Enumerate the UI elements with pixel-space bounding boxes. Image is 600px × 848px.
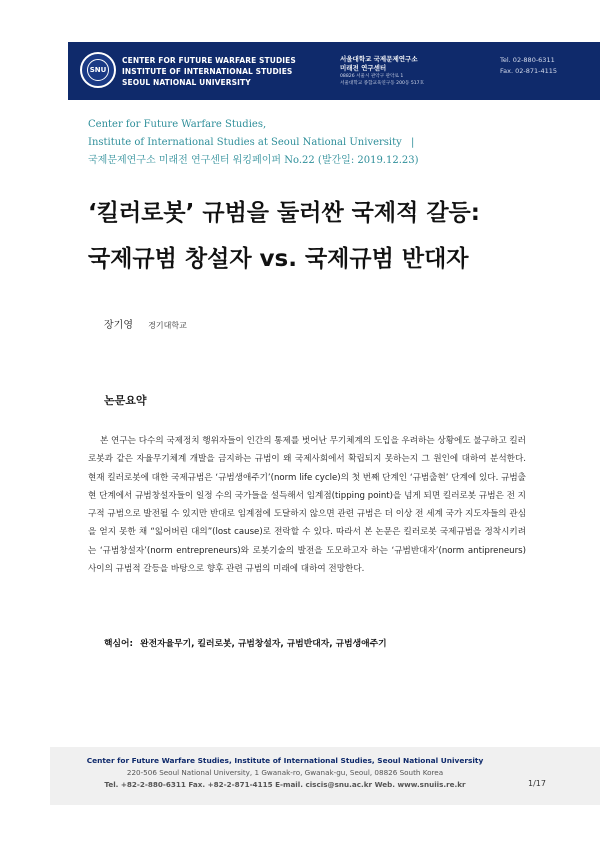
keywords-text: 완전자율무기, 킬러로봇, 규범창설자, 규범반대자, 규범생애주기	[140, 639, 387, 649]
banner-ko-center: 미래전 연구센터	[340, 64, 387, 72]
banner-contact	[500, 55, 557, 77]
series-line-text: Institute of International Studies at Seoul National University	[88, 137, 402, 148]
author-affiliation: 경기대학교	[148, 321, 187, 330]
abstract-heading: 논문요약	[104, 394, 147, 407]
series-line: Center for Future Warfare Studies,	[88, 119, 267, 130]
series-line	[88, 134, 528, 152]
series-separator: |	[410, 137, 415, 148]
footer-contact: Tel. +82-2-880-6311 Fax. +82-2-871-4115 E-mail. ciscis@snu.ac.kr Web. www.snuiis.re.kr	[104, 780, 466, 789]
page-number: 1/17	[528, 779, 546, 788]
page-title	[88, 190, 548, 282]
footer-center-name: Center for Future Warfare Studies, Institute of International Studies, Seoul National University	[86, 756, 484, 765]
banner-tel: Tel. 02-880-6311	[500, 56, 555, 64]
seal-text: SNU	[87, 59, 109, 81]
abstract-body: 본 연구는 다수의 국제정치 행위자들이 인간의 통제를 벗어난 무기체계의 도입을 우려하는 상황에도 불구하고 킬러로봇과 같은 자율무기체계 개발을 금지하는 규범이 왜 국제사회에서 확립되지 못하는지 그 원인에 대하여 분석한다. 현재 킬러로봇에 대한 국제규범은 ‘규범생애주기’(norm life cycle)의 첫 번째 단계인 ‘규범출현’ 단계에 있다. 규범출현 단계에서 규범창설자들이 일정 수의 국가들을 설득해서 임계점(tipping point)을 넘게 되면 킬러로봇 규범은 전 지구적 규범으로 발전될 수 있지만 반대로 임계점에 도달하지 않으면 관련 규범은 더 이상 전 세계 국가 지도자들의 관심을 얻지 못한 채 “잃어버린 대의”(lost cause)로 전락할 수 있다. 따라서 본 논문은 킬러로봇 국제규범을 정착시키려는 ‘규범창설자’(norm entrepreneurs)와 로봇기술의 발전을 도모하고자 하는 ‘규범반대자’(norm antipreneurs) 사이의 규범적 갈등을 바탕으로 향후 관련 규범의 미래에 대하여 전망한다.	[88, 436, 526, 575]
banner-fax: Fax. 02-871-4115	[500, 67, 558, 75]
series-line: 국제문제연구소 미래전 연구센터 워킹페이퍼 No.22 (발간일: 2019.12.23)	[88, 155, 419, 166]
series-info	[88, 116, 528, 170]
banner-en-line: CENTER FOR FUTURE WARFARE STUDIES	[122, 56, 296, 65]
banner-ko-address: 서울대학교 종합교육연구동 200동 517호	[340, 81, 425, 86]
footer-info	[50, 755, 520, 791]
banner-en-line: SEOUL NATIONAL UNIVERSITY	[122, 78, 251, 87]
keywords	[104, 636, 524, 649]
banner-korean-name	[340, 55, 424, 87]
page-footer	[50, 747, 600, 805]
banner-english-name	[122, 55, 296, 88]
banner-en-line: INSTITUTE OF INTERNATIONAL STUDIES	[122, 67, 293, 76]
keywords-label: 핵심어:	[104, 639, 134, 649]
banner-ko-address: 08826 서울시 관악구 관악로 1	[340, 74, 404, 79]
title-line: ‘킬러로봇’ 규범을 둘러싼 국제적 갈등:	[88, 200, 480, 226]
author-name: 장기영	[104, 320, 133, 331]
header-banner	[68, 42, 600, 100]
university-seal-icon	[80, 52, 116, 88]
author-block	[104, 316, 187, 331]
title-line: 국제규범 창설자 vs. 국제규범 반대자	[88, 246, 469, 272]
footer-address: 220-506 Seoul National University, 1 Gwanak-ro, Gwanak-gu, Seoul, 08826 South Korea	[126, 768, 444, 777]
banner-ko-org: 서울대학교 국제문제연구소	[340, 55, 418, 63]
